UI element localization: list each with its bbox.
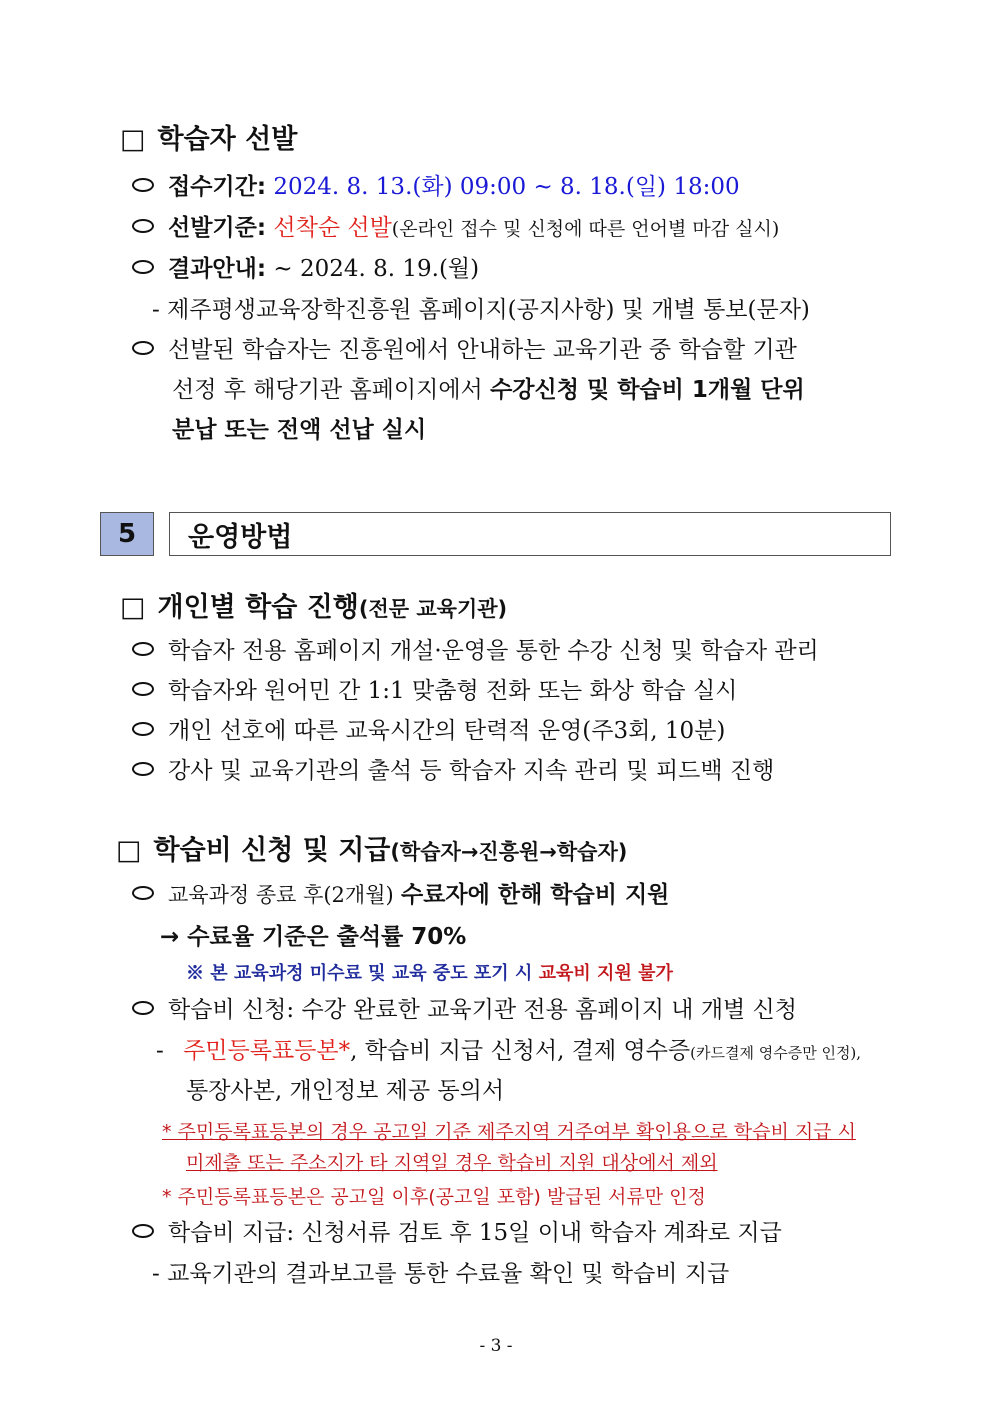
criteria-item — [132, 215, 779, 241]
criteria-label: 선발기준: — [168, 215, 267, 241]
circle-bullet-icon — [132, 1001, 154, 1015]
fee-heading: □ 학습비 신청 및 지급(학습자→진흥원→학습자) — [116, 835, 628, 866]
circle-bullet-icon — [132, 642, 154, 656]
circle-bullet-icon — [132, 219, 154, 233]
docs-item: - 주민등록표등본*, 학습비 지급 신청서, 결제 영수증(카드결제 영수증만 인정), — [156, 1038, 862, 1064]
checkbox-square-icon: □ — [120, 124, 146, 155]
list-item: 학습자와 원어민 간 1:1 맞춤형 전화 또는 화상 학습 실시 — [132, 678, 737, 704]
support-item: 교육과정 종료 후(2개월) 수료자에 한해 학습비 지원 — [132, 882, 669, 908]
note1-line2: 미제출 또는 주소지가 타 지역일 경우 학습비 지원 대상에서 제외 — [186, 1152, 718, 1174]
result-value: ~ 2024. 8. 19.(월) — [273, 256, 480, 282]
note1: * 주민등록표등본의 경우 공고일 기준 제주지역 거주여부 확인용으로 학습비 지급 시 — [162, 1121, 856, 1143]
list-item: 개인 선호에 따른 교육시간의 탄력적 운영(주3회, 10분) — [132, 718, 725, 744]
payment-item: 학습비 지급: 신청서류 검토 후 15일 이내 학습자 계좌로 지급 — [132, 1220, 782, 1246]
selection-heading: □ 학습자 선발 — [120, 124, 298, 155]
circle-bullet-icon — [132, 1224, 154, 1238]
result-sub-item: - 제주평생교육장학진흥원 홈페이지(공지사항) 및 개별 통보(문자) — [152, 297, 810, 323]
circle-bullet-icon — [132, 341, 154, 355]
section-number-badge: 5 — [100, 512, 154, 556]
circle-bullet-icon — [132, 178, 154, 192]
note2: * 주민등록표등본은 공고일 이후(공고일 포함) 발급된 서류만 인정 — [162, 1186, 706, 1208]
result-label: 결과안내: — [168, 256, 267, 282]
checkbox-square-icon: □ — [116, 835, 142, 866]
page-number: - 3 - — [479, 1336, 513, 1356]
apply-item: 학습비 신청: 수강 완료한 교육기관 전용 홈페이지 내 개별 신청 — [132, 997, 797, 1023]
completion-rate: → 수료율 기준은 출석률 70% — [160, 924, 467, 950]
period-item — [132, 174, 740, 200]
section-title: 운영방법 — [188, 521, 293, 553]
list-item: 강사 및 교육기관의 출석 등 학습자 지속 관리 및 피드백 진행 — [132, 758, 774, 784]
selected-line1: 선발된 학습자는 진흥원에서 안내하는 교육기관 중 학습할 기관 — [168, 337, 797, 363]
warning-note: ※ 본 교육과정 미수료 및 교육 중도 포기 시 교육비 지원 불가 — [186, 963, 673, 984]
circle-bullet-icon — [132, 682, 154, 696]
circle-bullet-icon — [132, 722, 154, 736]
individual-heading: □ 개인별 학습 진행(전문 교육기관) — [120, 592, 508, 623]
payment-sub-item: - 교육기관의 결과보고를 통한 수료율 확인 및 학습비 지급 — [152, 1261, 730, 1287]
circle-bullet-icon — [132, 260, 154, 274]
selected-item — [132, 337, 797, 363]
circle-bullet-icon — [132, 886, 154, 900]
criteria-note: (온라인 접수 및 신청에 따른 언어별 마감 실시) — [391, 218, 780, 240]
period-label: 접수기간: — [168, 174, 267, 200]
list-item: 학습자 전용 홈페이지 개설·운영을 통한 수강 신청 및 학습자 관리 — [132, 638, 819, 664]
circle-bullet-icon — [132, 762, 154, 776]
selected-line3: 분납 또는 전액 선납 실시 — [172, 417, 427, 443]
criteria-value: 선착순 선발 — [273, 215, 392, 241]
checkbox-square-icon: □ — [120, 592, 146, 623]
result-item — [132, 256, 479, 282]
docs-line2: 통장사본, 개인정보 제공 동의서 — [186, 1078, 505, 1104]
section-title-box — [169, 512, 891, 556]
selected-line2: 선정 후 해당기관 홈페이지에서 수강신청 및 학습비 1개월 단위 — [172, 377, 805, 403]
period-value: 2024. 8. 13.(화) 09:00 ~ 8. 18.(일) 18:00 — [273, 174, 740, 200]
